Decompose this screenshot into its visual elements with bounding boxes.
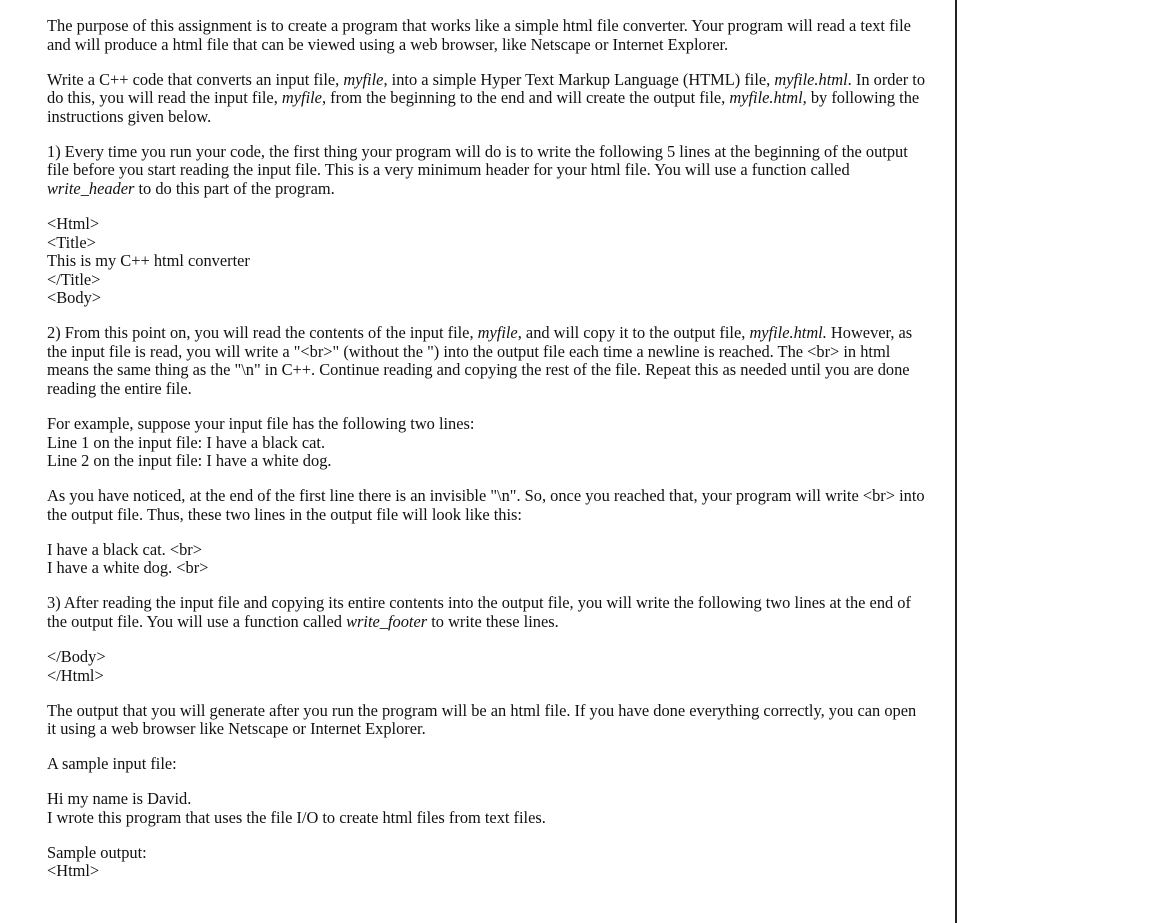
filename-myfile-html: myfile.html. [749,323,827,343]
code-line: <Body> [47,288,102,308]
code-line: </Html> [47,665,104,685]
example-block [47,415,927,471]
function-write-footer: write_footer [346,611,428,631]
filename-myfile-html: myfile.html [774,69,848,89]
text-run: , into a simple Hyper Text Markup Language (HTML) file, [383,69,775,89]
filename-myfile: myfile [477,323,518,343]
code-line: </Title> [47,269,101,289]
output-example-block [47,541,927,578]
function-write-header: write_header [47,178,135,198]
footer-code-block [47,648,927,685]
output-line: I have a white dog. <br> [47,558,209,578]
sample-input-line: Hi my name is David. [47,789,192,809]
example-line: For example, suppose your input file has the following two lines: [47,414,475,434]
step-1-paragraph [47,143,927,199]
page-edge-divider [955,0,957,923]
text-run: 2) From this point on, you will read the contents of the input file, [47,323,478,343]
header-code-block [47,215,927,308]
step-3-paragraph [47,594,927,631]
filename-myfile: myfile [281,88,322,108]
sample-input-block [47,790,927,827]
text-run: to write these lines. [427,611,559,631]
output-line: I have a black cat. <br> [47,539,202,559]
noticed-paragraph: As you have noticed, at the end of the first line there is an invisible "\n". So, once you reached that, your program will write <br> into the output file. Thus, these two lines in the output file will look like this: [47,486,925,524]
example-line: Line 1 on the input file: I have a black cat. [47,432,326,452]
document-page [47,17,927,897]
filename-myfile-html: myfile.html, [729,88,807,108]
text-run: , from the beginning to the end and will create the output file, [321,88,730,108]
sample-input-label: A sample input file: [47,754,177,774]
filename-myfile: myfile [343,69,384,89]
sample-output-block [47,844,927,881]
sample-output-line: Sample output: [47,842,147,862]
text-run: 1) Every time you run your code, the first thing your program will do is to write the following 5 lines at the beginning of the output file before you start reading the input file. This is a very minimum header for your html file. You will use a function called [47,141,908,180]
text-run: However, as the input file is read, you will write a "<br>" (without the ") into the output file each time a newline is reached. The <br> in html means the same thing as the "\n" in C++. Continue reading and copying the rest of the file. Repeat this as needed until you are done reading the entire file. [47,323,913,399]
code-line: <Title> [47,232,96,252]
code-line: </Body> [47,646,106,666]
sample-output-line: <Html> [47,861,100,881]
example-line: Line 2 on the input file: I have a white dog. [47,451,332,471]
text-run: by following the instructions given below. [47,88,920,126]
sample-input-line: I wrote this program that uses the file I/O to create html files from text files. [47,807,546,827]
intro-paragraph: The purpose of this assignment is to create a program that works like a simple html file converter. Your program will read a text file and will produce a html file that can be viewed using a web browser, like Netscape or Internet Explorer. [47,16,911,54]
output-paragraph: The output that you will generate after you run the program will be an html file. If you have done everything correctly, you can open it using a web browser like Netscape or Internet Explorer. [47,700,917,739]
step-2-paragraph [47,324,927,398]
code-line: <Html> [47,213,100,233]
text-run: . In order to do this, you will read the input file, [47,69,926,108]
write-code-paragraph [47,71,927,127]
text-run: Write a C++ code that converts an input file, [47,69,344,89]
text-run: , and will copy it to the output file, [517,323,750,343]
text-run: 3) After reading the input file and copying its entire contents into the output file, you will write the following two lines at the end of the output file. You will use a function called [47,593,911,631]
code-line: This is my C++ html converter [47,251,250,271]
text-run: to do this part of the program. [134,178,335,198]
